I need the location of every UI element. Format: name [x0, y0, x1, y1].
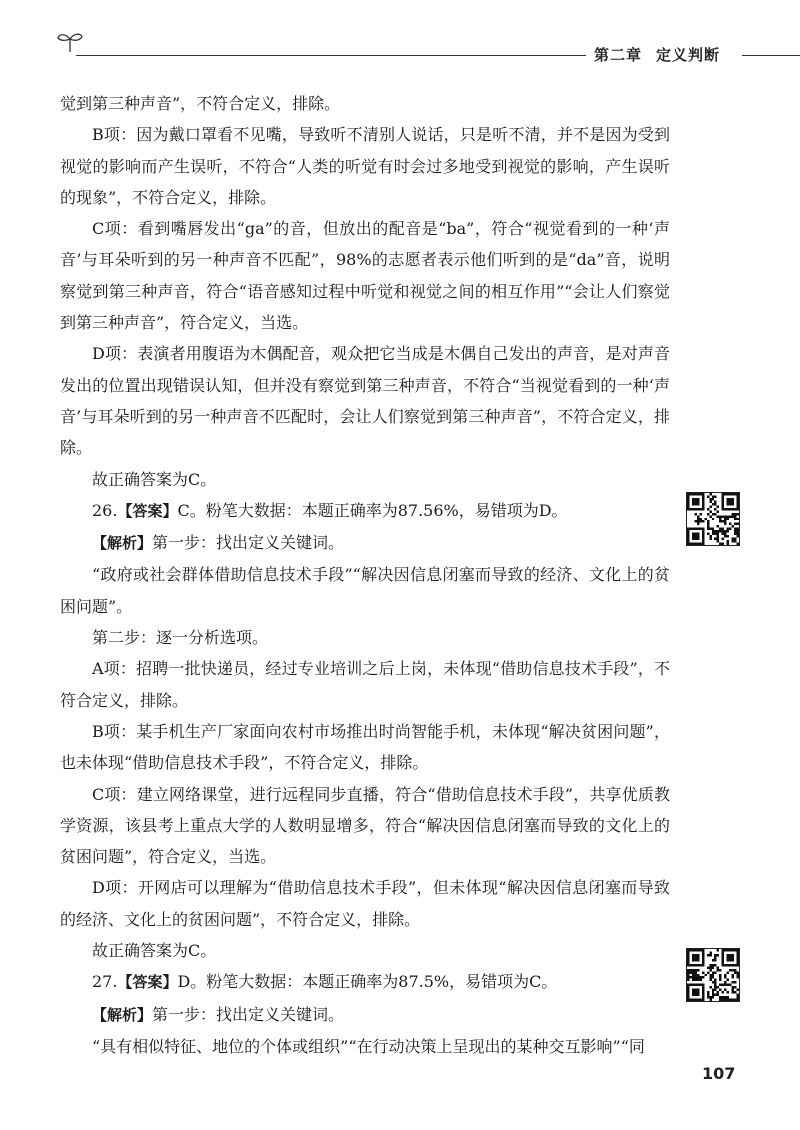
- analysis-paragraph: 【解析】第一步：找出定义关键词。: [92, 1004, 345, 1024]
- chapter-title: 定义判断: [656, 46, 721, 64]
- chapter-number: 第二章: [594, 46, 643, 64]
- page-header: [0, 0, 800, 70]
- answer-paragraph: 26.【答案】C。粉笔大数据：本题正确率为87.56%，易错项为D。: [92, 500, 568, 520]
- chapter-heading: [594, 44, 720, 65]
- paragraph: 故正确答案为C。: [92, 941, 217, 961]
- answer-label: 【答案】: [117, 973, 178, 992]
- qr-code-question-27[interactable]: [686, 948, 740, 1002]
- paragraph: C项：看到嘴唇发出“ga”的音，但放出的配音是“ba”，符合“视觉看到的一种‘声音’与耳朵听到的另一种声音不匹配”，98%的志愿者表示他们听到的是“da”音，说明察觉到第三种声音，符合“语音感知过程中听觉和视觉之间的相互作用”“会让人们察觉到第三种声音”，符合定义，当选。: [60, 219, 670, 333]
- paragraph: D项：开网店可以理解为“借助信息技术手段”，但未体现“解决因信息闭塞而导致的经济、文化上的贫困问题”，不符合定义，排除。: [60, 878, 670, 929]
- paragraph: “具有相似特征、地位的个体或组织”“在行动决策上呈现出的某种交互影响”“同: [92, 1036, 645, 1056]
- question-number: 26.: [92, 500, 118, 520]
- paragraph: C项：建立网络课堂，进行远程同步直播，符合“借助信息技术手段”，共享优质教学资源，该县考上重点大学的人数明显增多，符合“解决因信息闭塞而导致的文化上的贫困问题”，符合定义，当选。: [60, 784, 670, 867]
- analysis-label: 【解析】: [92, 1005, 153, 1024]
- question-number: 27.: [92, 972, 118, 992]
- leaf-icon: [56, 30, 84, 54]
- paragraph: 觉到第三种声音”，不符合定义，排除。: [60, 94, 341, 113]
- paragraph: 故正确答案为C。: [92, 469, 217, 489]
- qr-code-question-26[interactable]: [686, 492, 740, 546]
- answer-label: 【答案】: [117, 501, 178, 520]
- paragraph: B项：因为戴口罩看不见嘴，导致听不清别人说话，只是听不清，并不是因为受到视觉的影响而产生误听，不符合“人类的听觉有时会过多地受到视觉的影响，产生误听的现象”，不符合定义，排除。: [60, 125, 670, 207]
- analysis-label: 【解析】: [92, 534, 153, 553]
- page-number: 107: [702, 1064, 736, 1083]
- analysis-paragraph: 【解析】第一步：找出定义关键词。: [92, 533, 345, 553]
- paragraph: D项：表演者用腹语为木偶配音，观众把它当成是木偶自己发出的声音，是对声音发出的位置出现错误认知，但并没有察觉到第三种声音，不符合“当视觉看到的一种‘声音’与耳朵听到的另一种声音不匹配时，会让人们察觉到第三种声音”，不符合定义，排除。: [60, 344, 670, 458]
- page-content: [60, 88, 670, 1062]
- paragraph: 第二步：逐一分析选项。: [92, 628, 269, 648]
- paragraph: B项：某手机生产厂家面向农村市场推出时尚智能手机，未体现“解决贫困问题”，也未体现“借助信息技术手段”，不符合定义，排除。: [60, 721, 670, 773]
- header-rule-left: [76, 55, 586, 56]
- header-rule-right: [742, 55, 800, 56]
- answer-paragraph: 27.【答案】D。粉笔大数据：本题正确率为87.5%，易错项为C。: [92, 972, 558, 992]
- paragraph: “政府或社会群体借助信息技术手段”“解决因信息闭塞而导致的经济、文化上的贫困问题”。: [60, 565, 670, 616]
- paragraph: A项：招聘一批快递员，经过专业培训之后上岗，未体现“借助信息技术手段”，不符合定义，排除。: [60, 659, 670, 710]
